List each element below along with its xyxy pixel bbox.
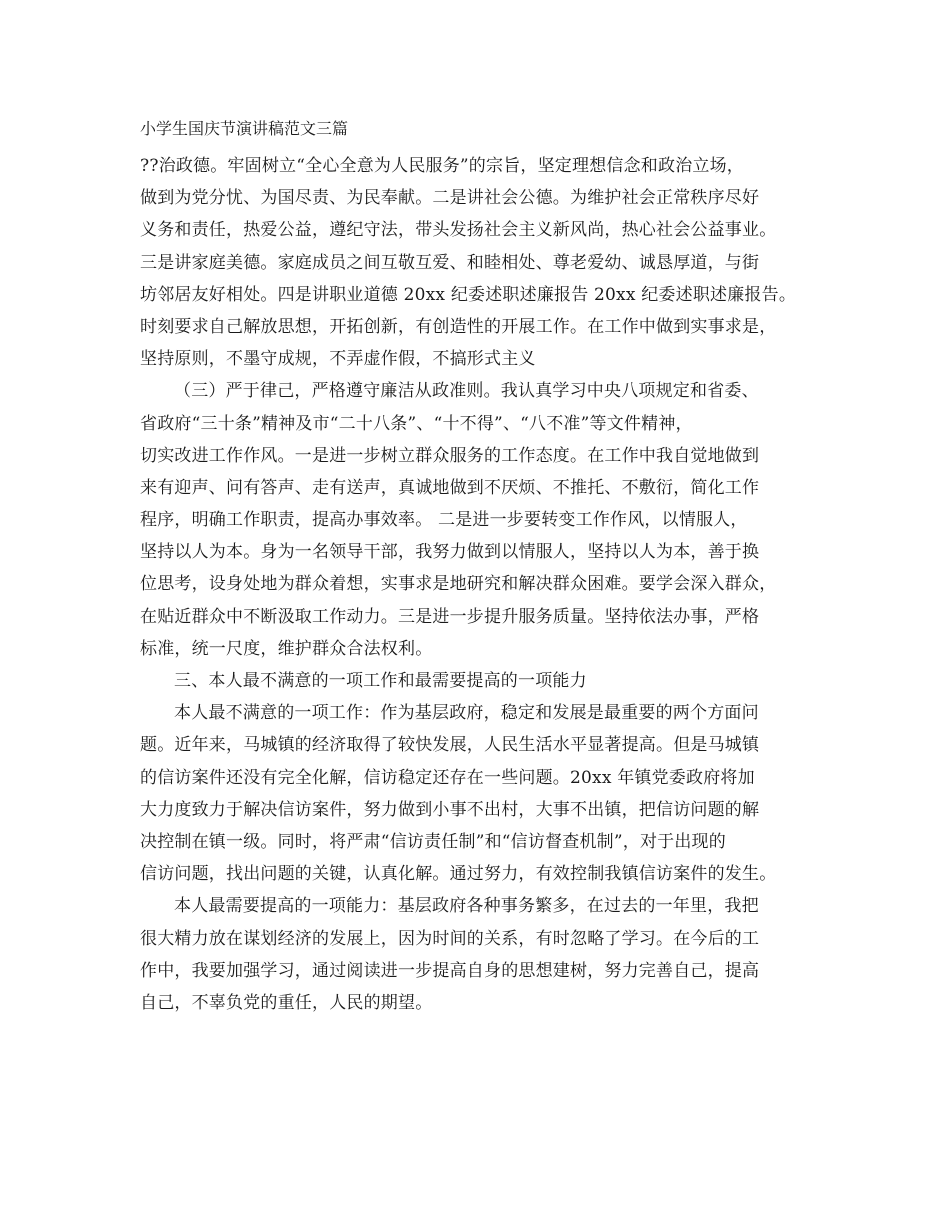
document-title: 小学生国庆节演讲稿范文三篇 <box>140 119 349 138</box>
text-line: 坊邻居友好相处。四是讲职业道德 20xx 纪委述职述廉报告 20xx 纪委述职述廉报告。 <box>140 284 797 305</box>
text-line: 决控制在镇一级。同时，将严肃“信访责任制”和“信访督查机制”，对于出现的 <box>140 831 726 852</box>
text-line: 省政府“三十条”精神及市“二十八条”、“十不得”、“八不准”等文件精神， <box>140 413 693 434</box>
text-line: 在贴近群众中不断汲取工作动力。三是进一步提升服务质量。坚持依法办事，严格 <box>140 606 760 627</box>
text-line: 三是讲家庭美德。家庭成员之间互敬互爱、和睦相处、尊老爱幼、诚恳厚道，与街 <box>140 252 760 273</box>
text-line: 来有迎声、问有答声、走有送声，真诚地做到不厌烦、不推托、不敷衍，简化工作 <box>140 477 760 498</box>
text-line: 自己，不辜负党的重任，人民的期望。 <box>140 992 433 1013</box>
text-line: 时刻要求自己解放思想，开拓创新，有创造性的开展工作。在工作中做到实事求是， <box>140 316 777 337</box>
text-line: 标准，统一尺度，维护群众合法权利。 <box>140 638 433 659</box>
text-line: （三）严于律己，严格遵守廉洁从政准则。我认真学习中央八项规定和省委、 <box>174 381 759 402</box>
text-line: ??治政德。牢固树立“全心全意为人民服务”的宗旨，坚定理想信念和政治立场， <box>140 156 745 176</box>
text-line: 做到为党分忧、为国尽责、为民奉献。二是讲社会公德。为维护社会正常秩序尽好 <box>140 188 760 209</box>
text-line: 大力度致力于解决信访案件，努力做到小事不出村，大事不出镇，把信访问题的解 <box>140 799 760 820</box>
text-line: 作中，我要加强学习，通过阅读进一步提高自身的思想建树，努力完善自己，提高 <box>140 960 760 981</box>
text-line: 坚持原则，不墨守成规，不弄虚作假，不搞形式主义 <box>140 349 536 370</box>
text-line: 切实改进工作作风。一是进一步树立群众服务的工作态度。在工作中我自觉地做到 <box>140 445 760 466</box>
text-line: 本人最需要提高的一项能力：基层政府各种事务繁多，在过去的一年里，我把 <box>174 896 759 917</box>
text-line: 坚持以人为本。身为一名领导干部，我努力做到以情服人，坚持以人为本，善于换 <box>140 542 760 563</box>
text-line: 的信访案件还没有完全化解，信访稳定还存在一些问题。20xx 年镇党委政府将加 <box>140 767 755 788</box>
document-body <box>140 150 820 1019</box>
text-line: 程序，明确工作职责，提高办事效率。 二是进一步要转变工作作风，以情服人， <box>140 510 748 531</box>
text-line: 题。近年来，马城镇的经济取得了较快发展，人民生活水平显著提高。但是马城镇 <box>140 735 760 756</box>
text-line: 信访问题，找出问题的关键，认真化解。通过努力，有效控制我镇信访案件的发生。 <box>140 864 777 885</box>
text-line: 很大精力放在谋划经济的发展上，因为时间的关系，有时忽略了学习。在今后的工 <box>140 928 760 949</box>
text-line: 义务和责任，热爱公益，遵纪守法，带头发扬社会主义新风尚，热心社会公益事业。 <box>140 220 777 241</box>
text-line: 本人最不满意的一项工作：作为基层政府，稳定和发展是最重要的两个方面问 <box>174 703 759 724</box>
text-line: 位思考，设身处地为群众着想，实事求是地研究和解决群众困难。要学会深入群众， <box>140 574 777 595</box>
text-line: 三、本人最不满意的一项工作和最需要提高的一项能力 <box>174 671 587 691</box>
